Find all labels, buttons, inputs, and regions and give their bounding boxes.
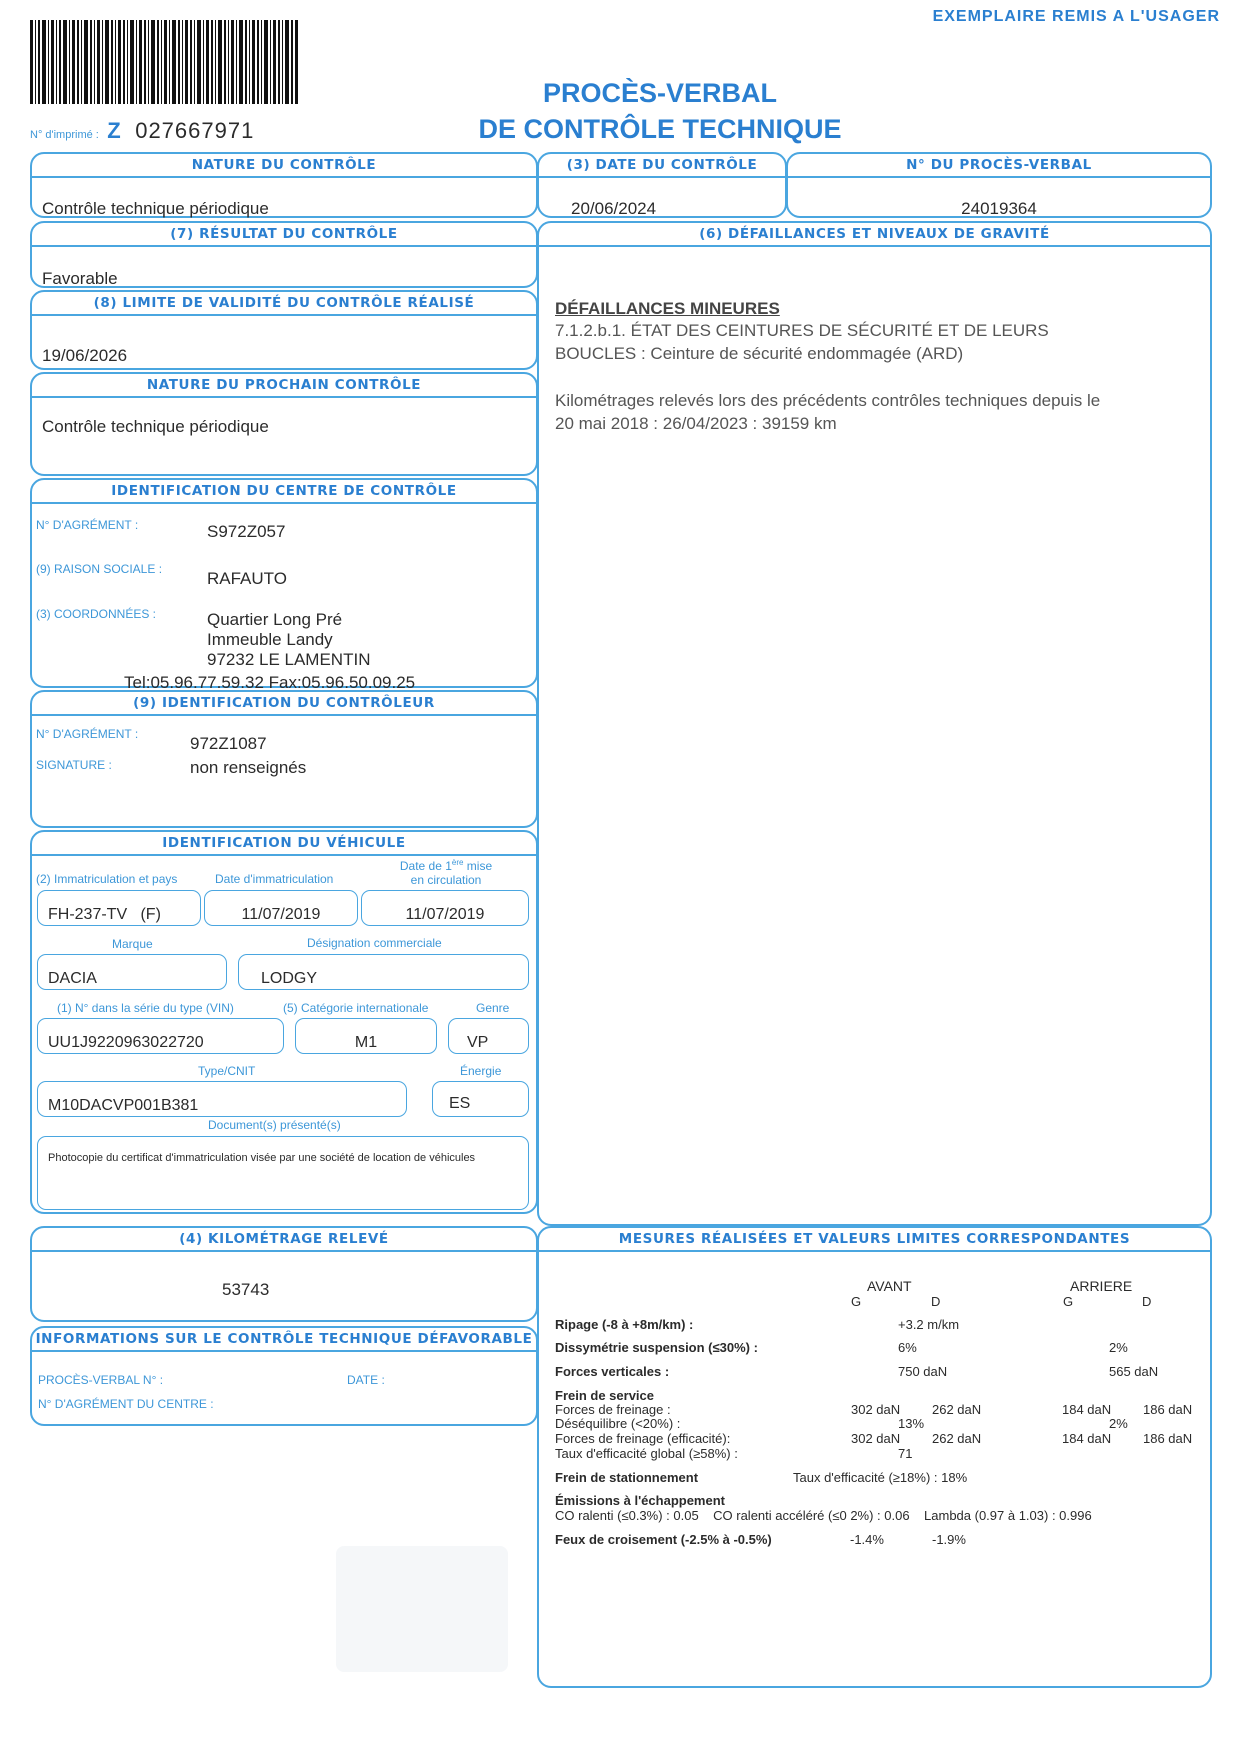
genre-field — [448, 1018, 529, 1054]
avant-header: AVANT — [867, 1278, 912, 1294]
deseq-avant: 13% — [898, 1416, 925, 1431]
stamp-area — [336, 1546, 508, 1672]
frein-stat-value: Taux d'efficacité (≥18%) : 18% — [793, 1470, 968, 1485]
ffe-label: Forces de freinage (efficacité): — [555, 1431, 731, 1446]
type-value: M10DACVP001B381 — [48, 1097, 199, 1114]
designation-field — [238, 954, 529, 990]
limite-validite-box — [30, 290, 538, 370]
centre-agrement-label: N° D'AGRÉMENT : — [36, 518, 139, 532]
energie-value: ES — [449, 1095, 471, 1112]
kilometrage-value: 53743 — [222, 1280, 270, 1299]
immat-value: FH-237-TV (F) — [48, 906, 161, 923]
forces-v-arriere: 565 daN — [1109, 1364, 1159, 1379]
defaillances-box — [537, 221, 1212, 1226]
vehicule-box — [30, 830, 538, 1214]
deseq-arriere: 2% — [1109, 1416, 1128, 1431]
defavorable-date-label: DATE : — [347, 1373, 385, 1387]
limite-validite-header: (8) LIMITE DE VALIDITÉ DU CONTRÔLE RÉALISÉ — [32, 292, 536, 316]
date-controle-value: 20/06/2024 — [571, 199, 657, 218]
deseq-label: Déséquilibre (<20%) : — [555, 1416, 681, 1431]
emissions-value: CO ralenti (≤0.3%) : 0.05 CO ralenti accéléré (≤0 2%) : 0.06 Lambda (0.97 à 1.03) : 0.996 — [555, 1508, 1092, 1523]
resultat-header: (7) RÉSULTAT DU CONTRÔLE — [32, 223, 536, 247]
resultat-box — [30, 221, 538, 288]
immat-field — [37, 890, 201, 926]
vin-field — [37, 1018, 284, 1054]
defaillances-title: DÉFAILLANCES MINEURES — [555, 299, 780, 318]
categorie-label: (5) Catégorie internationale — [283, 1001, 429, 1015]
avant-g: G — [851, 1294, 862, 1309]
designation-value: LODGY — [261, 970, 318, 987]
prochain-controle-header: NATURE DU PROCHAIN CONTRÔLE — [32, 374, 536, 398]
categorie-field — [295, 1018, 437, 1054]
vehicule-header: IDENTIFICATION DU VÉHICULE — [32, 832, 536, 856]
ff-arriere-d: 186 daN — [1143, 1402, 1193, 1417]
printed-number-label: N° d'imprimé : — [30, 129, 99, 141]
centre-addr2: Immeuble Landy — [207, 630, 333, 649]
numero-pv-value: 24019364 — [961, 199, 1037, 218]
genre-label: Genre — [476, 1001, 510, 1015]
forces-v-label: Forces verticales : — [555, 1364, 670, 1379]
ripage-value: +3.2 m/km — [898, 1317, 960, 1332]
centre-addr1: Quartier Long Pré — [207, 610, 343, 629]
date-mise-label — [372, 856, 520, 887]
frein-stat-label: Frein de stationnement — [555, 1470, 699, 1485]
printed-number-prefix: Z — [107, 118, 121, 143]
nature-controle-value: Contrôle technique périodique — [42, 199, 269, 218]
type-field — [37, 1081, 407, 1117]
kilometrage-box — [30, 1226, 538, 1322]
date-immat-value: 11/07/2019 — [241, 906, 321, 923]
barcode — [30, 20, 300, 104]
kilometrage-header: (4) KILOMÉTRAGE RELEVÉ — [32, 1228, 536, 1252]
arriere-g: G — [1063, 1294, 1074, 1309]
date-immat-label: Date d'immatriculation — [215, 872, 334, 886]
ffe-arriere-g: 184 daN — [1062, 1431, 1112, 1446]
top-banner: EXEMPLAIRE REMIS A L'USAGER — [932, 8, 1220, 25]
ff-arriere-g: 184 daN — [1062, 1402, 1112, 1417]
energie-label: Énergie — [460, 1064, 502, 1078]
documents-field — [37, 1136, 529, 1210]
centre-controle-box — [30, 478, 538, 692]
page-title-line1: PROCÈS-VERBAL — [542, 78, 778, 108]
ff-avant-g: 302 daN — [851, 1402, 901, 1417]
marque-field — [37, 954, 227, 990]
centre-addr3: 97232 LE LAMENTIN — [207, 650, 371, 669]
feux-droite: -1.9% — [932, 1532, 966, 1547]
nature-controle-box — [30, 152, 538, 218]
numero-pv-header: N° DU PROCÈS-VERBAL — [788, 154, 1210, 178]
mesures-box — [537, 1226, 1212, 1688]
defaillances-header: (6) DÉFAILLANCES ET NIVEAUX DE GRAVITÉ — [539, 223, 1210, 247]
controleur-agrement-value: 972Z1087 — [190, 734, 267, 753]
centre-tel: Tel:05.96.77.59.32 Fax:05.96.50.09.25 — [124, 673, 416, 692]
resultat-value: Favorable — [42, 269, 118, 288]
prochain-controle-value: Contrôle technique périodique — [42, 417, 269, 436]
arriere-header: ARRIERE — [1070, 1278, 1133, 1294]
feux-gauche: -1.4% — [850, 1532, 884, 1547]
dissym-arriere: 2% — [1109, 1340, 1128, 1355]
defavorable-agrement-label: N° D'AGRÉMENT DU CENTRE : — [38, 1397, 214, 1411]
defavorable-header: INFORMATIONS SUR LE CONTRÔLE TECHNIQUE DÉFAVORABLE — [32, 1328, 536, 1352]
centre-raison-value: RAFAUTO — [207, 569, 287, 588]
emissions-label: Émissions à l'échappement — [555, 1493, 725, 1508]
printed-number-value: 027667971 — [135, 118, 255, 143]
barcode-graphic — [30, 20, 300, 104]
date-mise-field — [361, 890, 529, 926]
frein-service-label: Frein de service — [555, 1388, 654, 1403]
documents-value: Photocopie du certificat d'immatriculation visée par une société de location de véhicules — [48, 1152, 476, 1164]
page-title-line2: DE CONTRÔLE TECHNIQUE — [478, 114, 842, 144]
date-mise-label-c: en circulation — [410, 873, 482, 887]
date-controle-box — [537, 152, 787, 218]
marque-value: DACIA — [48, 970, 97, 987]
feux-label: Feux de croisement (-2.5% à -0.5%) — [555, 1532, 772, 1547]
dissym-label: Dissymétrie suspension (≤30%) : — [555, 1340, 758, 1355]
taux-label: Taux d'efficacité global (≥58%) : — [555, 1446, 738, 1461]
prochain-controle-box — [30, 372, 538, 476]
energie-field — [432, 1081, 529, 1117]
vin-value: UU1J9220963022720 — [48, 1034, 204, 1051]
ff-avant-d: 262 daN — [932, 1402, 982, 1417]
nature-controle-header: NATURE DU CONTRÔLE — [32, 154, 536, 178]
date-mise-value: 11/07/2019 — [405, 906, 485, 923]
designation-label: Désignation commerciale — [307, 936, 442, 950]
controleur-agrement-label: N° D'AGRÉMENT : — [36, 727, 139, 741]
controleur-signature-label: SIGNATURE : — [36, 758, 112, 772]
km-history-line1: Kilométrages relevés lors des précédents contrôles techniques depuis le — [555, 391, 1101, 410]
categorie-value: M1 — [354, 1034, 378, 1051]
centre-coord-label: (3) COORDONNÉES : — [36, 607, 157, 621]
immat-label: (2) Immatriculation et pays — [36, 872, 178, 886]
forces-v-avant: 750 daN — [898, 1364, 948, 1379]
centre-agrement-value: S972Z057 — [207, 522, 286, 541]
avant-d: D — [931, 1294, 941, 1309]
printed-number — [30, 118, 254, 144]
controleur-header: (9) IDENTIFICATION DU CONTRÔLEUR — [32, 692, 536, 716]
genre-value: VP — [467, 1034, 489, 1051]
dissym-avant: 6% — [898, 1340, 917, 1355]
ripage-label: Ripage (-8 à +8m/km) : — [555, 1317, 694, 1332]
marque-label: Marque — [112, 937, 153, 951]
defavorable-box — [30, 1326, 538, 1426]
taux-value: 71 — [898, 1446, 913, 1461]
documents-label: Document(s) présenté(s) — [208, 1118, 341, 1132]
mesures-header: MESURES RÉALISÉES ET VALEURS LIMITES CORRESPONDANTES — [539, 1228, 1210, 1252]
ffe-arriere-d: 186 daN — [1143, 1431, 1193, 1446]
km-history-line2: 20 mai 2018 : 26/04/2023 : 39159 km — [555, 414, 837, 433]
arriere-d: D — [1142, 1294, 1152, 1309]
vin-label: (1) N° dans la série du type (VIN) — [57, 1001, 234, 1015]
date-mise-label-sup: ère — [451, 858, 464, 867]
ffe-avant-d: 262 daN — [932, 1431, 982, 1446]
ff-label: Forces de freinage : — [555, 1402, 671, 1417]
centre-raison-label: (9) RAISON SOCIALE : — [36, 562, 163, 576]
date-immat-field — [204, 890, 358, 926]
controleur-signature-value: non renseignés — [190, 758, 307, 777]
date-mise-label-a: Date de 1 — [399, 859, 452, 873]
numero-pv-box — [786, 152, 1212, 218]
type-label: Type/CNIT — [198, 1064, 256, 1078]
centre-controle-header: IDENTIFICATION DU CENTRE DE CONTRÔLE — [32, 480, 536, 504]
limite-validite-value: 19/06/2026 — [42, 346, 128, 365]
defaillance-line2: BOUCLES : Ceinture de sécurité endommagée (ARD) — [555, 344, 964, 363]
defaillance-line1: 7.1.2.b.1. ÉTAT DES CEINTURES DE SÉCURITÉ ET DE LEURS — [555, 321, 1049, 340]
defavorable-pv-label: PROCÈS-VERBAL N° : — [38, 1373, 164, 1387]
ffe-avant-g: 302 daN — [851, 1431, 901, 1446]
date-mise-label-b: mise — [463, 859, 493, 873]
controleur-box — [30, 690, 538, 828]
date-controle-header: (3) DATE DU CONTRÔLE — [539, 154, 785, 178]
